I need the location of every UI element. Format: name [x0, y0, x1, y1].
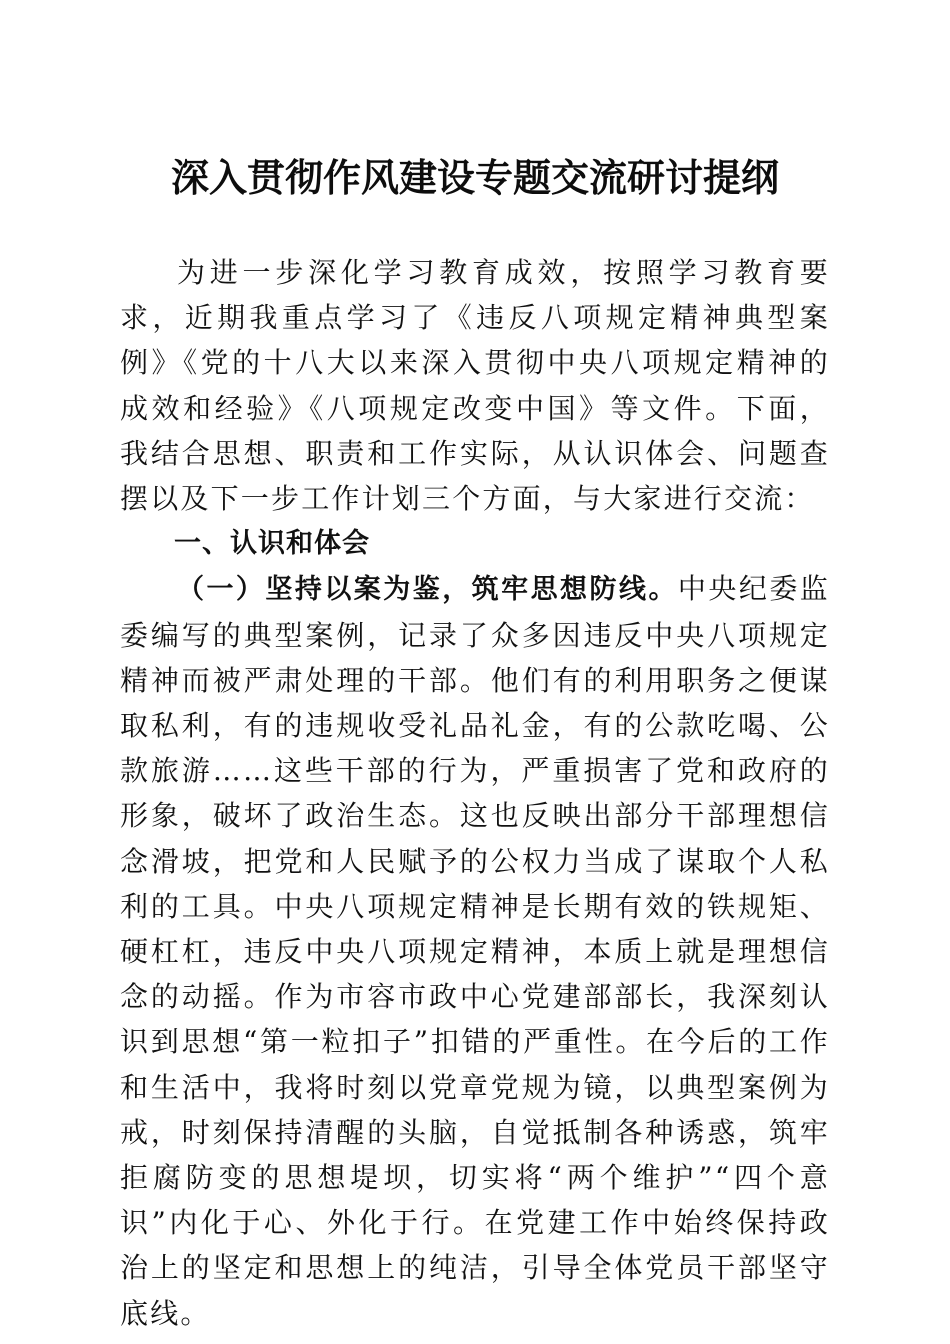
section-heading: 一、认识和体会 — [174, 528, 370, 560]
document-title: 深入贯彻作风建设专题交流研讨提纲 — [170, 155, 779, 200]
subsection-paragraph — [120, 566, 830, 1335]
intro-paragraph: 为进一步深化学习教育成效，按照学习教育要求，近期我重点学习了《违反八项规定精神典型案例》《党的十八大以来深入贯彻中央八项规定精神的成效和经验》《八项规定改变中国》等文件。下面，我结合思想、职责和工作实际，从认识体会、问题查摆以及下一步工作计划三个方面，与大家进行交流： — [120, 256, 830, 516]
document-body — [120, 250, 830, 1336]
subsection-body: 中央纪委监委编写的典型案例，记录了众多因违反中央八项规定精神而被严肃处理的干部。他们有的利用职务之便谋取私利，有的违规收受礼品礼金，有的公款吃喝、公款旅游……这些干部的行为，严重损害了党和政府的形象，破坏了政治生态。这也反映出部分干部理想信念滑坡，把党和人民赋予的公权力当成了谋取个人私利的工具。中央八项规定精神是长期有效的铁规矩、硬杠杠，违反中央八项规定精神，本质上就是理想信念的动摇。作为市容市政中心党建部部长，我深刻认识到思想“第一粒扣子”扣错的严重性。在今后的工作和生活中，我将时刻以党章党规为镜，以典型案例为戒，时刻保持清醒的头脑，自觉抵制各种诱惑，筑牢拒腐防变的思想堤坝，切实将“两个维护”“四个意识”内化于心、外化于行。在党建工作中始终保持政治上的坚定和思想上的纯洁，引导全体党员干部坚守底线。 — [120, 572, 830, 1330]
subsection-lead: （一）坚持以案为鉴，筑牢思想防线。 — [177, 574, 678, 606]
